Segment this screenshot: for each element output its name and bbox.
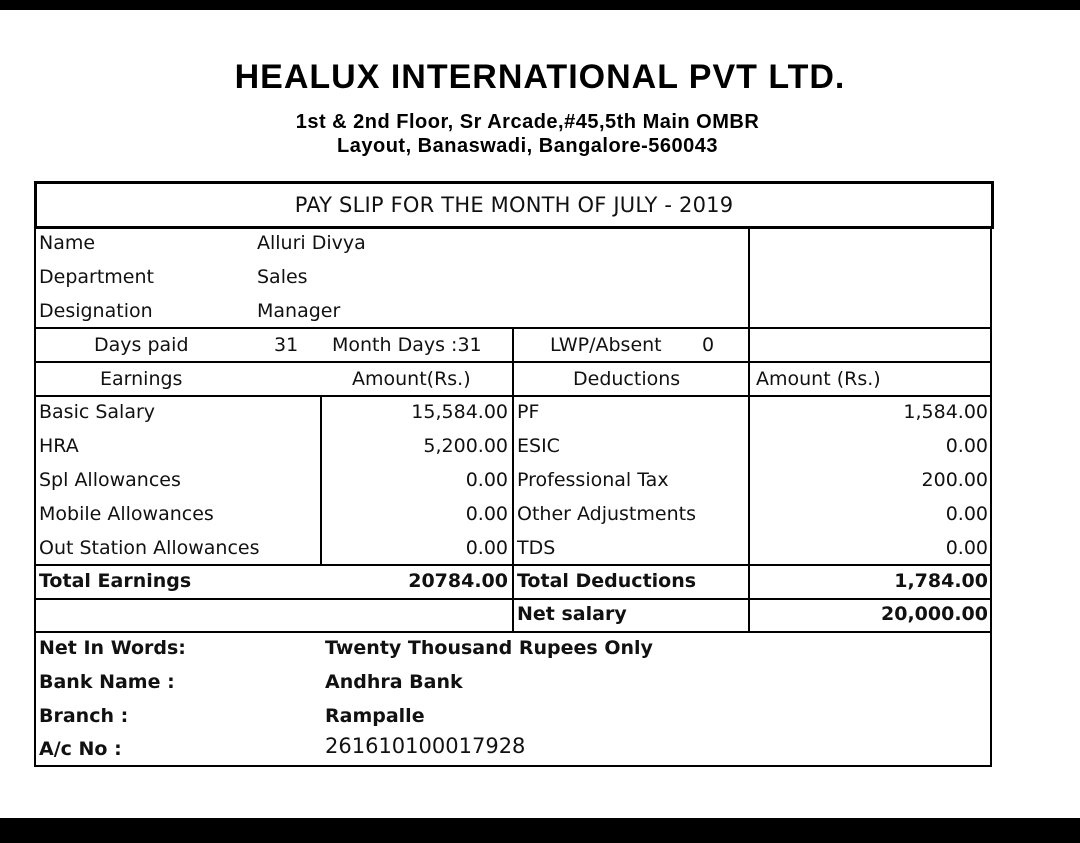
name-label: Name (39, 232, 96, 254)
net-words-label: Net In Words: (39, 637, 186, 659)
account-value: 261610100017928 (325, 734, 526, 758)
deductions-header: Deductions (573, 368, 681, 390)
divider-right-col (748, 227, 750, 631)
deduction-amount: 0.00 (945, 435, 988, 457)
earning-label: Spl Allowances (39, 469, 181, 491)
total-deductions-value: 1,784.00 (894, 570, 988, 592)
deduction-amount: 0.00 (945, 537, 988, 559)
month-days: Month Days :31 (332, 334, 482, 356)
deduction-label: Professional Tax (517, 469, 669, 491)
branch-value: Rampalle (325, 705, 425, 727)
earning-amount: 0.00 (465, 469, 508, 491)
department-value: Sales (257, 266, 308, 288)
days-paid-label: Days paid (94, 334, 189, 356)
company-name: HEALUX INTERNATIONAL PVT LTD. (234, 58, 846, 96)
deduction-label: TDS (517, 537, 556, 559)
earning-label: Out Station Allowances (39, 537, 260, 559)
earnings-header: Earnings (100, 368, 183, 390)
deduction-amount: 0.00 (945, 503, 988, 525)
divider-earn-amount-col (320, 395, 322, 564)
designation-label: Designation (39, 300, 153, 322)
earning-amount: 0.00 (465, 503, 508, 525)
deduction-amount: 200.00 (921, 469, 988, 491)
bank-name-value: Andhra Bank (325, 671, 463, 693)
deduction-label: PF (517, 401, 540, 423)
lwp-value: 0 (702, 334, 715, 356)
deductions-amount-header: Amount (Rs.) (756, 368, 881, 390)
payslip-table (34, 181, 994, 767)
net-salary-value: 20,000.00 (881, 603, 988, 625)
earning-label: HRA (39, 435, 79, 457)
days-paid-value: 31 (274, 334, 299, 356)
designation-value: Manager (257, 300, 341, 322)
bottom-border-bar (0, 818, 1080, 843)
earning-label: Mobile Allowances (39, 503, 214, 525)
top-border-bar (0, 0, 1080, 10)
deduction-label: ESIC (517, 435, 560, 457)
account-label: A/c No : (39, 738, 122, 760)
net-words-value: Twenty Thousand Rupees Only (325, 637, 653, 659)
payslip-title: PAY SLIP FOR THE MONTH OF JULY - 2019 (34, 181, 994, 229)
department-label: Department (39, 266, 154, 288)
bank-name-label: Bank Name : (39, 671, 175, 693)
total-earnings-label: Total Earnings (39, 570, 192, 592)
divider-mid-col (512, 327, 514, 631)
company-address-line1: 1st & 2nd Floor, Sr Arcade,#45,5th Main OMBR (295, 111, 760, 133)
total-earnings-value: 20784.00 (408, 570, 508, 592)
name-value: Alluri Divya (257, 232, 366, 254)
company-address-line2: Layout, Banaswadi, Bangalore-560043 (337, 135, 718, 157)
earning-amount: 15,584.00 (411, 401, 508, 423)
lwp-label: LWP/Absent (550, 334, 662, 356)
deduction-label: Other Adjustments (517, 503, 696, 525)
net-salary-label: Net salary (517, 603, 627, 625)
earning-label: Basic Salary (39, 401, 156, 423)
earnings-amount-header: Amount(Rs.) (352, 368, 471, 390)
deduction-amount: 1,584.00 (903, 401, 988, 423)
earning-amount: 0.00 (465, 537, 508, 559)
total-deductions-label: Total Deductions (517, 570, 697, 592)
divider-bank-top (34, 631, 992, 633)
earning-amount: 5,200.00 (423, 435, 508, 457)
branch-label: Branch : (39, 705, 129, 727)
